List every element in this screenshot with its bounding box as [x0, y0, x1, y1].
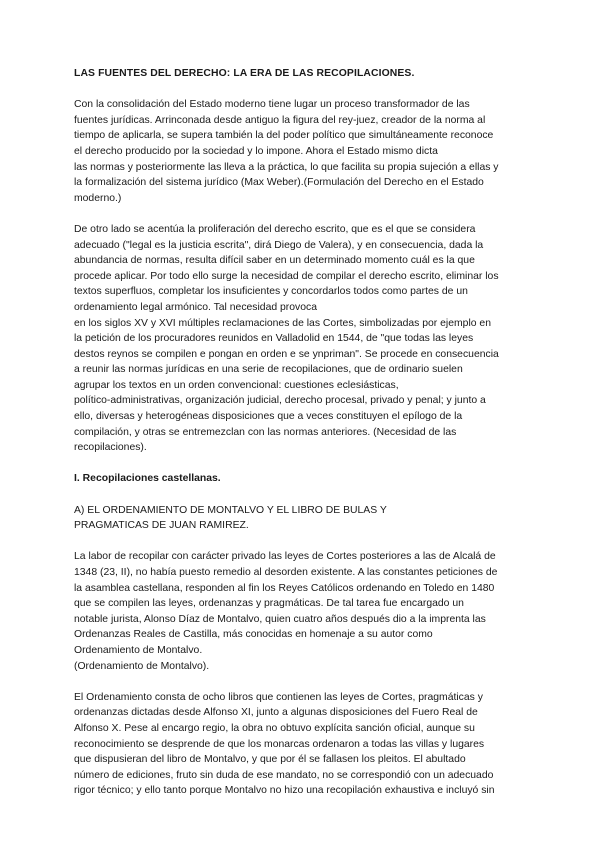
text-line: (Ordenamiento de Montalvo).: [74, 660, 210, 672]
text-line: moderno.): [74, 192, 122, 204]
text-line: compilación, y otras se entremezclan con las normas anteriores. (Necesidad de las: [74, 426, 457, 438]
text-line: agrupar los textos en un orden convencional: cuestiones eclesiásticas,: [74, 379, 399, 391]
text-line: adecuado ("legal es la justicia escrita", dirá Diego de Valera), y en consecuencia, dada la: [74, 239, 484, 251]
text-line: textos superfluos, completar los insuficientes y concordarlos todos como partes de un: [74, 286, 468, 298]
text-line: tiempo de aplicarla, se supera también la del poder político que simultáneamente reconoce: [74, 130, 494, 142]
text-line: procede aplicar. Por todo ello surge la necesidad de compilar el derecho escrito, eliminar los: [74, 270, 499, 282]
text-line: ello, diversas y heterogéneas disposiciones que a veces constituyen el epílogo de la: [74, 411, 463, 423]
text-line: rigor técnico; y ello tanto porque Montalvo no hizo una recopilación exhaustiva e incluyó sin: [74, 785, 495, 797]
text-line: De otro lado se acentúa la proliferación del derecho escrito, que es el que se considera: [74, 223, 476, 235]
text-line: Ordenamiento de Montalvo.: [74, 644, 203, 656]
text-line: Con la consolidación del Estado moderno tiene lugar un proceso transformador de las: [74, 99, 470, 111]
text-line: fuentes jurídicas. Arrinconada desde antiguo la figura del rey-juez, creador de la norma al: [74, 114, 486, 126]
subheading: [74, 503, 526, 534]
spacer: [74, 674, 526, 690]
text-line: ordenamiento legal armónico. Tal necesidad provoca: [74, 301, 317, 313]
text-line: Ordenanzas Reales de Castilla, más conocidas en homenaje a su autor como: [74, 629, 433, 641]
text-line: que dispusieran del libro de Montalvo, y que por él se fallasen los pleitos. El abultado: [74, 754, 466, 766]
text-line: La labor de recopilar con carácter privado las leyes de Cortes posteriores a las de Alcalá de: [74, 551, 496, 563]
spacer: [74, 456, 526, 472]
text-line: el derecho producido por la sociedad y lo impone. Ahora el Estado mismo dicta: [74, 145, 438, 157]
subheading-line: PRAGMATICAS DE JUAN RAMIREZ.: [74, 520, 249, 532]
text-line: la formalización del sistema jurídico (Max Weber).(Formulación del Derecho en el Estado: [74, 177, 484, 189]
section-heading: I. Recopilaciones castellanas.: [74, 473, 221, 485]
text-line: Alfonso X. Pese al encargo regio, la obra no obtuvo explícita sanción oficial, aunque su: [74, 722, 475, 734]
text-line: la petición de los procuradores reunidos en Valladolid en 1544, de "que todas las leyes: [74, 333, 474, 345]
document-title: LAS FUENTES DEL DERECHO: LA ERA DE LAS RECOPILACIONES.: [74, 68, 415, 79]
text-line: 1348 (23, II), no había puesto remedio al desorden existente. A las constantes peticiones de: [74, 567, 498, 578]
spacer: [74, 487, 526, 503]
text-line: la asamblea castellana, responden al fin los Reyes Católicos ordenando en Toledo en 1480: [74, 582, 495, 594]
text-line: ordenanzas dictadas desde Alfonso XI, junto a algunas disposiciones del Fuero Real de: [74, 707, 478, 719]
text-line: El Ordenamiento consta de ocho libros que contienen las leyes de Cortes, pragmáticas y: [74, 691, 483, 703]
subheading-line: A) EL ORDENAMIENTO DE MONTALVO Y EL LIBRO DE BULAS Y: [74, 504, 387, 516]
paragraph-1: [74, 97, 526, 206]
text-line: notable jurista, Alonso Díaz de Montalvo, quien cuatro años después dio a la imprenta las: [74, 613, 486, 625]
spacer: [74, 206, 526, 222]
text-line: destos reynos se compilen e pongan en orden e se ynpriman". Se procede en consecuencia: [74, 348, 499, 360]
text-line: abundancia de normas, resulta difícil saber en un determinado momento cuál es la que: [74, 255, 475, 267]
text-line: a reunir las normas jurídicas en una serie de recopilaciones, que de ordinario suelen: [74, 364, 463, 376]
text-line: número de ediciones, fruto sin duda de ese mandato, no se correspondió con un adecuado: [74, 769, 494, 781]
text-line: reconocimiento se desprende de que los monarcas ordenaron a todas las villas y lugares: [74, 738, 485, 750]
text-line: recopilaciones).: [74, 442, 147, 454]
paragraph-3: [74, 549, 526, 674]
text-line: político-administrativas, organización judicial, derecho procesal, privado y penal; y junto a: [74, 395, 486, 407]
text-line: las normas y posteriormente las lleva a la práctica, lo que facilita su propia sujeción a ellas y: [74, 161, 499, 173]
paragraph-2: [74, 222, 526, 456]
paragraph-4: [74, 690, 526, 799]
text-line: que se compilen las leyes, ordenanzas y pragmáticas. De tal tarea fue encargado un: [74, 598, 464, 610]
text-line: en los siglos XV y XVI múltiples reclamaciones de las Cortes, simbolizadas por ejemplo en: [74, 317, 491, 329]
spacer: [74, 534, 526, 550]
spacer: [74, 82, 526, 98]
